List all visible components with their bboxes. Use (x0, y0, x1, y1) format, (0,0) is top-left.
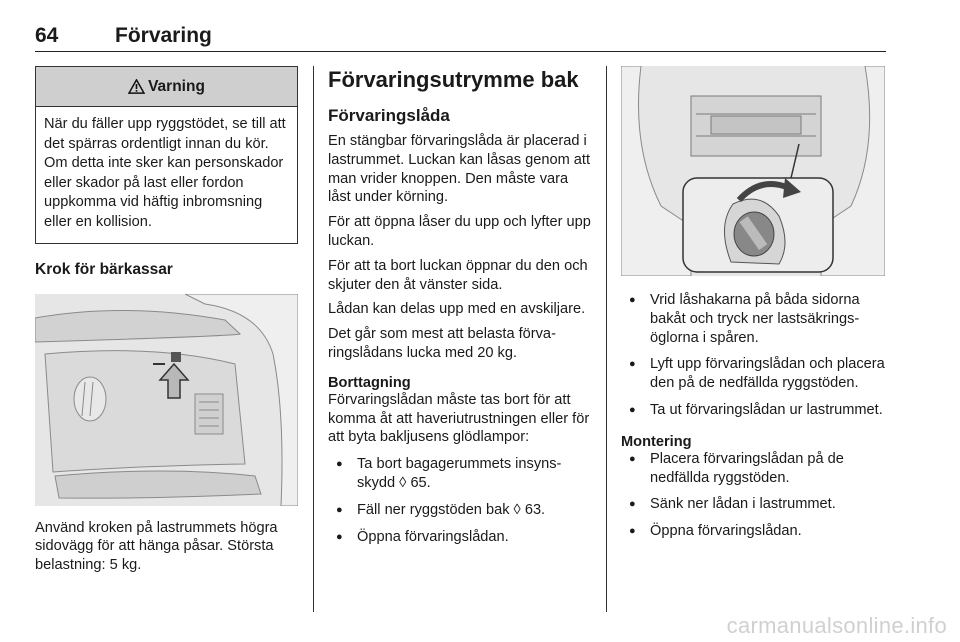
warning-text: När du fäller upp ryggstödet, se till att det spärras ordentligt innan du kör. Om detta inte sker kan personskador eller skador på last eller fordon uppkomma vid häftig inbromsning eller en kollision. (44, 116, 286, 230)
section-heading: Förvaringsutrymme bak (328, 67, 579, 92)
list-item: ● Vrid låshakarna på båda sidorna bakåt och tryck ner lastsäkringsöglorna i spåren. (621, 291, 885, 347)
hooks-caption: Använd kroken på lastrummets högra sidovägg för att hänga påsar. Största belastning: 5 kg. (35, 519, 278, 574)
warning-triangle-icon (128, 79, 145, 94)
paragraph: Lådan kan delas upp med en avskiljare. (328, 301, 586, 318)
removal-steps (328, 455, 594, 546)
column-divider (313, 66, 314, 612)
right-column (621, 66, 885, 549)
storage-box-drawing (621, 66, 885, 276)
removal-text: Förvaringslådan måste tas bort för att komma åt att haveriutrustningen eller för att byta bakljusens glödlampor: (328, 391, 590, 446)
page-number: 64 (35, 24, 59, 47)
left-column (35, 66, 298, 575)
warning-title: Varning (148, 77, 205, 95)
warning-box (35, 66, 298, 244)
storage-box-heading: Förvaringslåda (328, 106, 450, 125)
paragraph: En stängbar förvaringslåda är placerad i lastrummet. Luckan kan låsas genom att man vrider knoppen. Den måste vara låst under körning. (328, 133, 591, 206)
watermark: carmanualsonline.info (726, 613, 947, 638)
column-divider (606, 66, 607, 612)
paragraph: Det går som mest att belasta förvaringslådans lucka med 20 kg. (328, 326, 556, 361)
list-item: ● Sänk ner lådan i lastrummet. (621, 495, 885, 514)
list-item: ● Fäll ner ryggstöden bak ◊ 63. (328, 501, 594, 520)
warning-header (36, 67, 297, 107)
list-item: ● Öppna förvaringslådan. (621, 522, 885, 541)
page-title: Förvaring (115, 24, 212, 47)
middle-column (328, 66, 594, 554)
paragraph: För att ta bort luckan öppnar du den och skjuter den åt vänster sida. (328, 257, 588, 293)
list-item: ● Lyft upp förvaringslådan och placera den på de nedfällda ryggstöden. (621, 355, 885, 393)
removal-label: Borttagning (328, 374, 411, 391)
list-item: ● Placera förvaringslådan på de nedfällda ryggstöden. (621, 450, 885, 488)
paragraph: För att öppna låser du upp och lyfter upp luckan. (328, 214, 591, 249)
storage-box-illustration (621, 66, 885, 276)
mounting-steps (621, 450, 885, 541)
procedure-steps (621, 291, 885, 420)
hooks-heading: Krok för bärkassar (35, 260, 173, 278)
list-item: ● Ta bort bagagerummets insynsskydd ◊ 65. (328, 455, 594, 493)
mounting-label: Montering (621, 433, 692, 450)
list-item: ● Ta ut förvaringslådan ur lastrummet. (621, 401, 885, 420)
list-item: ● Öppna förvaringslådan. (328, 528, 594, 547)
cargo-hook-drawing (35, 294, 298, 506)
cargo-hook-illustration (35, 294, 298, 506)
page-header (35, 22, 886, 52)
